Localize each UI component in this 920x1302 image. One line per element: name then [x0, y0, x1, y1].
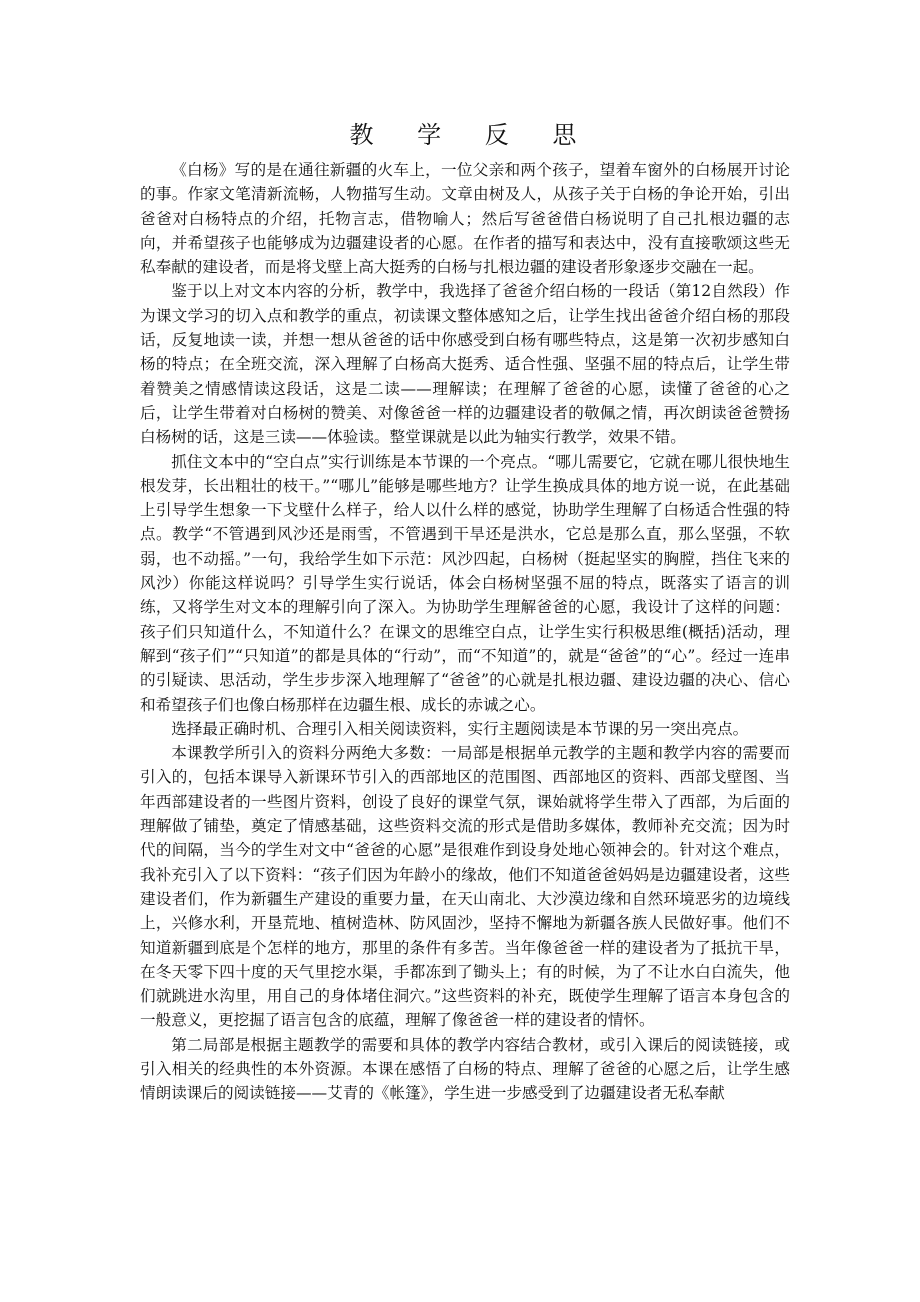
document-page — [140, 118, 790, 1106]
paragraph-materials-part-two: 第二局部是根据主题教学的需要和具体的教学内容结合教材，或引入课后的阅读链接，或引入相关的经典性的本外资源。本课在感悟了白杨的特点、理解了爸爸的心愿之后，让学生感情朗读课后的阅读链接——艾青的《帐篷》，学生进一步感受到了边疆建设者无私奉献 — [140, 1035, 790, 1103]
paragraph-blank-points: 抓住文本中的“空白点”实行训练是本节课的一个亮点。“哪儿需要它，它就在哪儿很快地生根发芽，长出粗壮的枝干。”“哪儿”能够是哪些地方？让学生换成具体的地方说一说，在此基础上引导学生想象一下戈壁什么样子，给人以什么样的感觉，协助学生理解了白杨适合性强的特点。教学“不管遇到风沙还是雨雪，不管遇到干旱还是洪水，它总是那么直，那么坚强，不软弱，也不动摇。”一句，我给学生如下示范：风沙四起，白杨树（挺起坚实的胸膛，挡住飞来的风沙）你能这样说吗？引导学生实行说话，体会白杨树坚强不屈的特点，既落实了语言的训练，又将学生对文本的理解引向了深入。为协助学生理解爸爸的心愿，我设计了这样的问题：孩子们只知道什么，不知道什么？在课文的思维空白点，让学生实行积极思维(概括)活动，理解到“孩子们”“只知道”的都是具体的“行动”，而“不知道”的，就是“爸爸”的“心”。经过一连串的引疑读、思活动，学生步步深入地理解了“爸爸”的心就是扎根边疆、建设边疆的决心、信心和希望孩子们也像白杨那样在边疆生根、成长的赤诚之心。 — [140, 452, 790, 714]
paragraph-highlight: 选择最正确时机、合理引入相关阅读资料，实行主题阅读是本节课的另一突出亮点。 — [171, 719, 749, 738]
paragraph-materials-part-one: 本课教学所引入的资料分两绝大多数：一局部是根据单元教学的主题和教学内容的需要而引入的，包括本课导入新课环节引入的西部地区的范围图、西部地区的资料、西部戈壁图、当年西部建设者的一些图片资料，创设了良好的课堂气氛，课始就将学生带入了西部，为后面的理解做了铺垫，奠定了情感基础，这些资料交流的形式是借助多媒体，教师补充交流；因为时代的间隔，当今的学生对文中“爸爸的心愿”是很难作到设身处地心领神会的。针对这个难点，我补充引入了以下资料：“孩子们因为年龄小的缘故，他们不知道爸爸妈妈是边疆建设者，这些建设者们，作为新疆生产建设的重要力量，在天山南北、大沙漠边缘和自然环境恶劣的边境线上，兴修水利，开垦荒地、植树造林、防风固沙，坚持不懈地为新疆各族人民做好事。他们不知道新疆到底是个怎样的地方，那里的条件有多苦。当年像爸爸一样的建设者为了抵抗干旱，在冬天零下四十度的天气里挖水渠，手都冻到了锄头上；有的时候，为了不让水白白流失，他们就跳进水沟里，用自己的身体堵住洞穴。”这些资料的补充，既使学生理解了语言本身包含的一般意义，更挖掘了语言包含的底蕴，理解了像爸爸一样的建设者的情怀。 — [140, 744, 790, 1030]
paragraph-intro: 《白杨》写的是在通往新疆的火车上，一位父亲和两个孩子，望着车窗外的白杨展开讨论的事。作家文笔清新流畅，人物描写生动。文章由树及人，从孩子关于白杨的争论开始，引出爸爸对白杨特点的介绍，托物言志，借物喻人；然后写爸爸借白杨说明了自己扎根边疆的志向，并希望孩子也能够成为边疆建设者的心愿。在作者的描写和表达中，没有直接歌颂这些无私奉献的建设者，而是将戈壁上高大挺秀的白杨与扎根边疆的建设者形象逐步交融在一起。 — [140, 161, 790, 277]
document-title: 教 学 反 思 — [349, 121, 595, 149]
paragraph-reading-method: 鉴于以上对文本内容的分析，教学中，我选择了爸爸介绍白杨的一段话（第12自然段）作为课文学习的切入点和教学的重点，初读课文整体感知之后，让学生找出爸爸介绍白杨的那段话，反复地读一读，并想一想从爸爸的话中你感受到白杨有哪些特点，这是第一次初步感知白杨的特点；在全班交流，深入理解了白杨高大挺秀、适合性强、坚强不屈的特点后，让学生带着赞美之情感情读这段话，这是二读——理解读；在理解了爸爸的心愿，读懂了爸爸的心之后，让学生带着对白杨树的赞美、对像爸爸一样的边疆建设者的敬佩之情，再次朗读爸爸赞扬白杨树的话，这是三读——体验读。整堂课就是以此为轴实行教学，效果不错。 — [140, 282, 790, 447]
